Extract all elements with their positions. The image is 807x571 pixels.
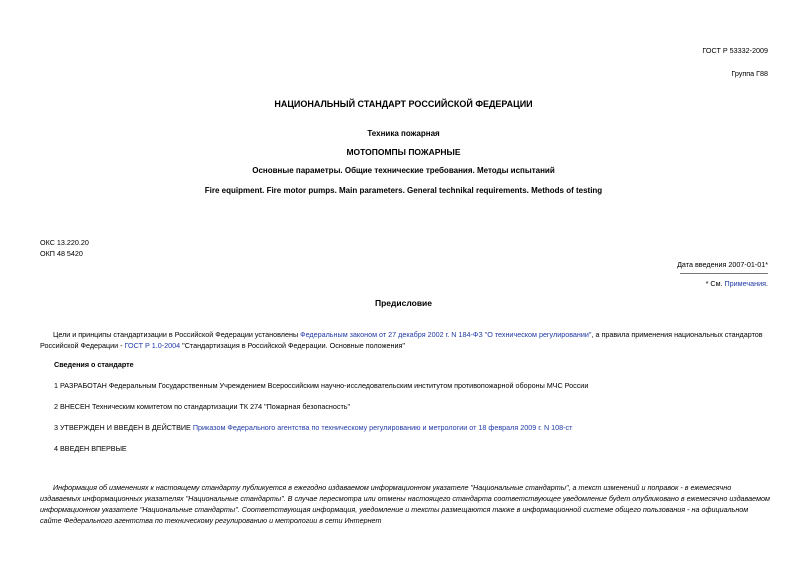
gost-1-0-2004-link[interactable]: ГОСТ Р 1.0-2004 <box>124 341 181 350</box>
foreword-paragraph <box>40 329 770 351</box>
intro-date-footnote <box>706 279 768 288</box>
foreword-text-a: Цели и принципы стандартизации в Российской Федерации установлены <box>53 330 301 339</box>
item-introduced: 4 ВВЕДЕН ВПЕРВЫЕ <box>54 444 127 453</box>
subtitle-en: Fire equipment. Fire motor pumps. Main parameters. General technikal requirements. Methods of testing <box>204 186 603 195</box>
foreword-text-b: , а правила применения национальных стандартов Российской Федерации - <box>40 330 763 350</box>
item-approved <box>54 423 572 432</box>
footnote-divider <box>680 273 768 274</box>
changes-info-paragraph: Информация об изменениях к настоящему стандарту публикуется в ежегодно издаваемом информационном указателе "Национальные стандарты", а текст изменений и поправок - в ежемесячно издаваемых информационных указателях "Национальные стандарты". В случае пересмотра или отмены настоящего стандарта соответствующее уведомление будет опубликовано в ежемесячно издаваемом информационном указателе "Национальные стандарты". Соответствующая информация, уведомление и тексты размещаются также в информационной системе общего пользования - на официальном сайте Федерального агентства по техническому регулированию и метрологии в сети Интернет <box>40 483 770 525</box>
footnote-prefix: * См. <box>705 279 725 288</box>
oks-code: ОКС 13.220.20 <box>40 238 89 247</box>
order-link[interactable]: Приказом Федерального агентства по техническому регулированию и метрологии от 18 февраля 2009 г. N 108-ст <box>192 423 573 432</box>
foreword-text-c: "Стандартизация в Российской Федерации. Основные положения" <box>180 341 405 350</box>
gost-number: ГОСТ Р 53332-2009 <box>702 46 768 55</box>
foreword-heading: Предисловие <box>374 298 433 308</box>
intro-date: Дата введения 2007-01-01* <box>677 260 768 269</box>
item-submitted: 2 ВНЕСЕН Техническим комитетом по стандартизации ТК 274 "Пожарная безопасность" <box>54 402 351 411</box>
notes-link[interactable]: Примечания <box>724 279 766 288</box>
okp-code: ОКП 48 5420 <box>40 249 83 258</box>
document-name: МОТОПОМПЫ ПОЖАРНЫЕ <box>346 147 461 157</box>
item-developed: 1 РАЗРАБОТАН Федеральным Государственным Учреждением Всероссийским научно-исследовательским институтом противопожарной обороны МЧС России <box>54 381 589 390</box>
group-code: Группа Г88 <box>731 69 768 78</box>
subtitle-ru: Основные параметры. Общие технические требования. Методы испытаний <box>252 166 555 175</box>
about-standard-heading: Сведения о стандарте <box>54 360 134 369</box>
footnote-suffix: . <box>766 279 768 288</box>
federal-law-link[interactable]: Федеральным законом от 27 декабря 2002 г. N 184-ФЗ "О техническом регулировании" <box>300 330 592 339</box>
subject-title: Техника пожарная <box>367 129 440 138</box>
national-standard-title: НАЦИОНАЛЬНЫЙ СТАНДАРТ РОССИЙСКОЙ ФЕДЕРАЦИИ <box>274 99 533 109</box>
item-approved-text: 3 УТВЕРЖДЕН И ВВЕДЕН В ДЕЙСТВИЕ <box>54 423 193 432</box>
